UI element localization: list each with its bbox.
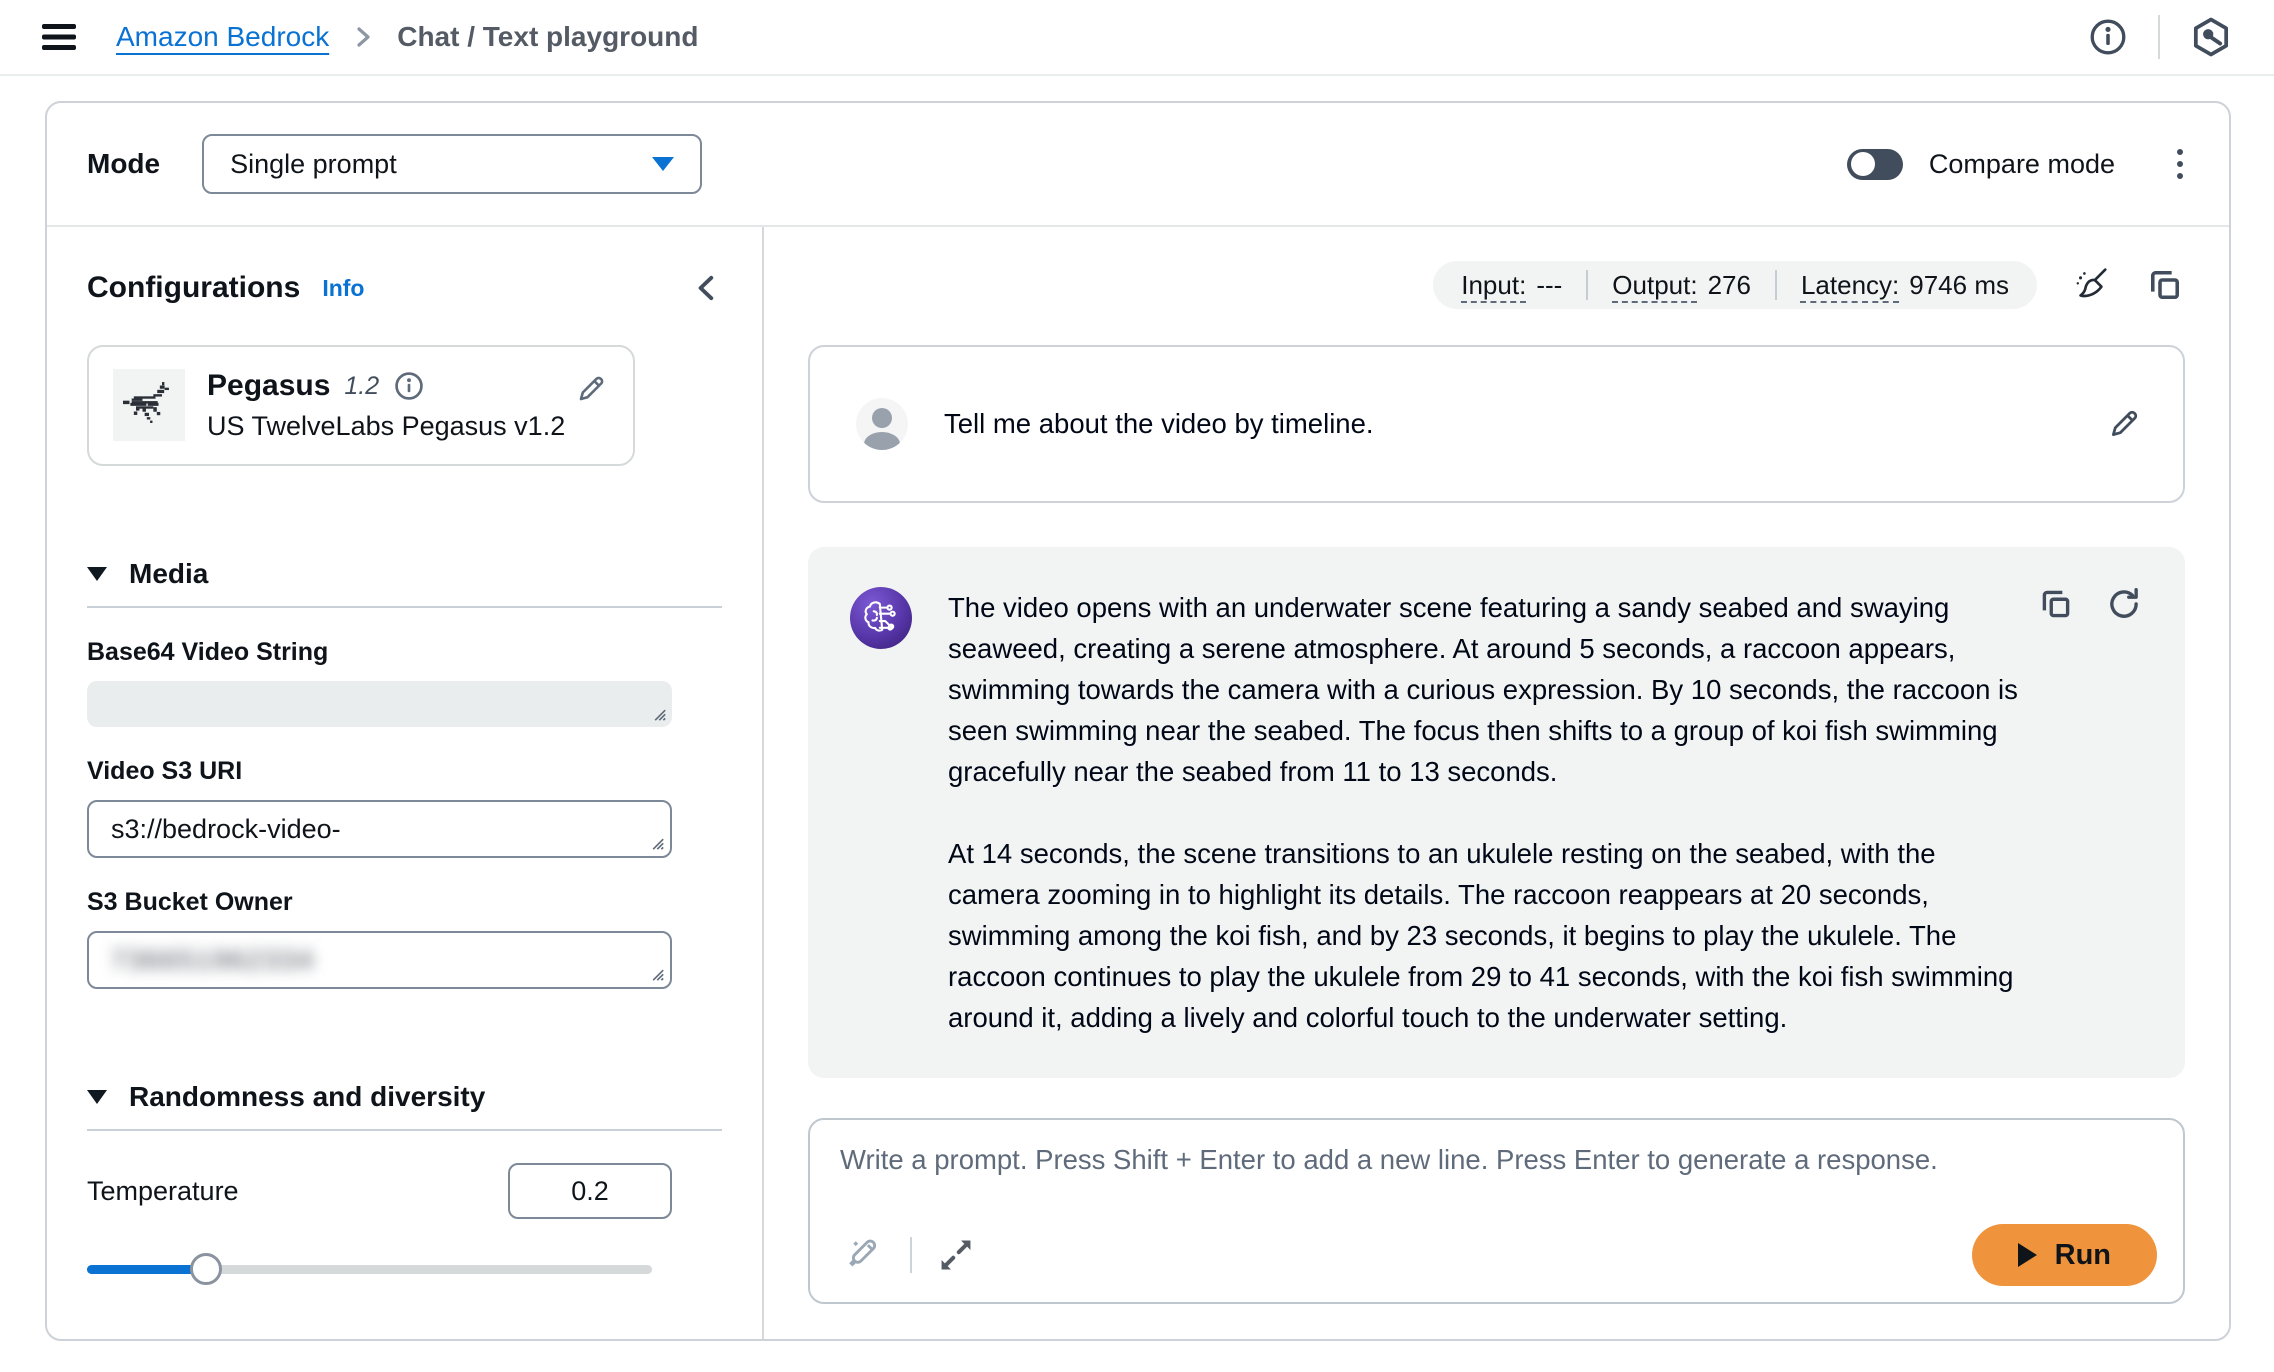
- playground-container: [45, 101, 2231, 1341]
- output-metric: Output: 276: [1612, 269, 1751, 300]
- header-divider: [2158, 15, 2160, 59]
- collapse-panel-icon[interactable]: [692, 273, 722, 303]
- assistant-message-card: [808, 547, 2185, 1078]
- play-icon: [2018, 1243, 2037, 1267]
- temperature-value-input[interactable]: [508, 1163, 672, 1219]
- s3-bucket-owner-label: S3 Bucket Owner: [87, 888, 293, 916]
- prompt-card: [808, 1118, 2185, 1304]
- temperature-label: Temperature: [87, 1175, 239, 1206]
- user-message-text: Tell me about the video by timeline.: [944, 408, 1374, 439]
- media-section: [87, 558, 722, 989]
- randomness-section-header[interactable]: [87, 1081, 722, 1113]
- temperature-slider[interactable]: [87, 1253, 652, 1285]
- model-info-icon[interactable]: [393, 370, 425, 402]
- magic-wand-icon[interactable]: [842, 1233, 886, 1277]
- hamburger-menu-icon[interactable]: [42, 22, 76, 52]
- triangle-down-icon: [87, 567, 107, 581]
- expand-icon[interactable]: [936, 1235, 976, 1275]
- app-header: [0, 0, 2274, 76]
- regenerate-refresh-icon[interactable]: [2105, 585, 2143, 623]
- kebab-menu-icon[interactable]: [2171, 143, 2189, 185]
- randomness-section-title: Randomness and diversity: [129, 1081, 486, 1112]
- run-button[interactable]: [1972, 1224, 2157, 1286]
- s3-bucket-owner-value: 736651962334: [111, 944, 316, 975]
- mode-select-dropdown[interactable]: [202, 134, 702, 194]
- latency-metric: Latency: 9746 ms: [1800, 269, 2009, 300]
- metrics-pill: [1433, 261, 2037, 309]
- copy-response-icon[interactable]: [2037, 585, 2075, 623]
- temperature-slider-knob[interactable]: [190, 1253, 222, 1285]
- run-button-label: Run: [2054, 1238, 2111, 1271]
- info-icon[interactable]: [2088, 17, 2128, 57]
- media-section-header[interactable]: [87, 558, 722, 590]
- mode-selected-value: Single prompt: [230, 148, 397, 179]
- configurations-panel: [47, 227, 764, 1339]
- resize-handle-icon[interactable]: [645, 831, 665, 851]
- amazon-q-icon[interactable]: [2190, 16, 2232, 58]
- assistant-paragraph-2: At 14 seconds, the scene transitions to an ukulele resting on the seabed, with the camera zooming in to highlight its details. The raccoon reappears at 20 seconds, swimming among the koi fish, and by 23 seconds, it begins to play the ukulele. The raccoon continues to play the ukulele from 29 to 41 seconds, with the koi fish swimming around it, adding a lively and colorful touch to the underwater setting.: [948, 838, 2014, 1033]
- breadcrumb-link-bedrock[interactable]: Amazon Bedrock: [116, 21, 330, 52]
- randomness-section: [87, 1081, 722, 1285]
- media-section-title: Media: [129, 558, 209, 589]
- user-message-card: [808, 345, 2185, 503]
- assistant-message-text: [948, 587, 2030, 1038]
- mode-bar: [47, 103, 2229, 227]
- model-version: 1.2: [344, 371, 380, 400]
- base64-video-label: Base64 Video String: [87, 638, 329, 666]
- user-avatar: [856, 398, 908, 450]
- model-card[interactable]: [87, 345, 635, 466]
- prompt-input[interactable]: [840, 1144, 2153, 1236]
- page-title: Chat / Text playground: [397, 21, 699, 52]
- input-metric: Input: ---: [1461, 269, 1563, 300]
- chat-panel: [764, 227, 2229, 1339]
- resize-handle-icon[interactable]: [645, 962, 665, 982]
- configurations-title: Configurations: [87, 271, 301, 304]
- resize-handle-icon[interactable]: [647, 702, 667, 722]
- breadcrumb-separator-icon: [349, 23, 377, 51]
- pegasus-model-icon: [113, 369, 185, 441]
- chevron-down-icon: [652, 157, 674, 171]
- s3-bucket-owner-input[interactable]: [87, 931, 672, 989]
- video-s3-uri-value: s3://bedrock-video-: [111, 813, 341, 844]
- temperature-value: 0.2: [571, 1175, 609, 1206]
- model-edit-pencil-icon[interactable]: [575, 373, 607, 405]
- copy-chat-icon[interactable]: [2145, 265, 2185, 305]
- assistant-paragraph-1: The video opens with an underwater scene featuring a sandy seabed and swaying seaweed, creating a serene atmosphere. At around 5 seconds, a raccoon appears, swimming towards the camera with a curious expression. By 10 seconds, the raccoon is seen swimming near the seabed. The focus then shifts to a group of koi fish swimming gracefully near the seabed from 11 to 13 seconds.: [948, 592, 2018, 787]
- edit-message-pencil-icon[interactable]: [2107, 407, 2141, 441]
- mode-label: Mode: [87, 148, 161, 179]
- video-s3-uri-input[interactable]: [87, 800, 672, 858]
- clear-chat-broom-icon[interactable]: [2069, 263, 2113, 307]
- configurations-info-link[interactable]: Info: [322, 274, 365, 301]
- model-name: Pegasus: [207, 369, 331, 402]
- compare-mode-toggle[interactable]: [1847, 149, 1903, 180]
- assistant-brain-icon: [850, 587, 912, 649]
- compare-mode-label: Compare mode: [1928, 148, 2115, 179]
- base64-video-input: [87, 681, 672, 727]
- video-s3-uri-label: Video S3 URI: [87, 757, 243, 785]
- triangle-down-icon: [87, 1090, 107, 1104]
- model-description: US TwelveLabs Pegasus v1.2: [207, 411, 566, 441]
